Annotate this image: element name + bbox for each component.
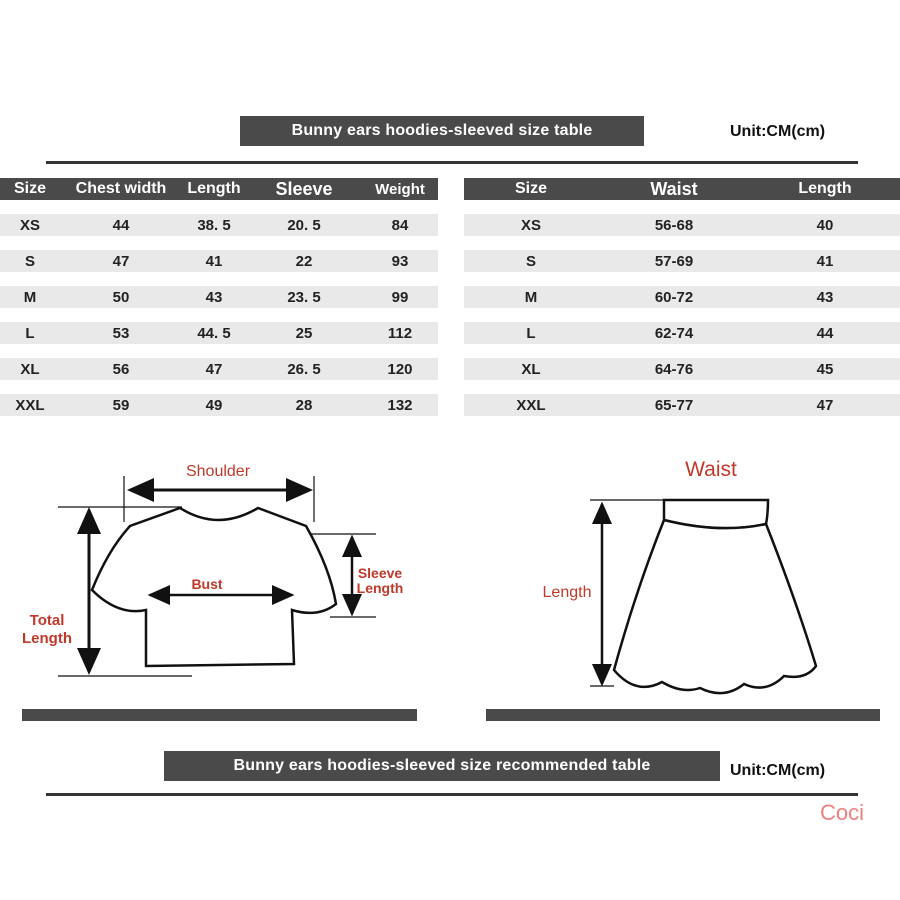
table-cell: XS	[0, 214, 60, 236]
table-cell: 57-69	[598, 250, 750, 272]
table-cell: 120	[362, 358, 438, 380]
table-cell: XL	[0, 358, 60, 380]
header-size: Size	[464, 178, 598, 200]
total-length-label-line1: Total	[29, 612, 65, 629]
table-cell: 62-74	[598, 322, 750, 344]
header-size: Size	[0, 178, 60, 200]
watermark-text: Coci	[820, 800, 865, 825]
table-cell: 47	[750, 394, 900, 416]
shoulder-label: Shoulder	[185, 463, 251, 480]
header-sleeve: Sleeve	[246, 178, 362, 200]
sleeve-length-label-line2: Length	[356, 580, 404, 596]
table-cell: M	[0, 286, 60, 308]
right-divider-bar	[486, 709, 880, 721]
table-cell: 43	[182, 286, 246, 308]
left-divider-bar	[22, 709, 417, 721]
bottom-banner-title: Bunny ears hoodies-sleeved size recommended table	[164, 751, 720, 781]
table-cell: 38. 5	[182, 214, 246, 236]
table-cell: 22	[246, 250, 362, 272]
header-length: Length	[750, 178, 900, 200]
table-cell: 50	[60, 286, 182, 308]
table-cell: 49	[182, 394, 246, 416]
table-cell: 44	[750, 322, 900, 344]
table-cell: XXL	[0, 394, 60, 416]
sleeve-length-label	[352, 566, 408, 596]
table-cell: S	[0, 250, 60, 272]
bottom-divider	[46, 793, 858, 796]
table-cell: M	[464, 286, 598, 308]
unit-label-bottom: Unit:CM(cm)	[730, 762, 826, 779]
total-length-label-line2: Length	[22, 630, 72, 647]
header-weight: Weight	[362, 178, 438, 200]
sleeve-length-label-line1: Sleeve	[357, 565, 403, 581]
table-cell: 20. 5	[246, 214, 362, 236]
skirt-length-label: Length	[542, 584, 592, 601]
table-cell: 93	[362, 250, 438, 272]
table-cell: L	[0, 322, 60, 344]
table-cell: 41	[750, 250, 900, 272]
table-cell: 99	[362, 286, 438, 308]
table-cell: 59	[60, 394, 182, 416]
waist-label: Waist	[685, 458, 737, 481]
table-cell: 56-68	[598, 214, 750, 236]
table-cell: 132	[362, 394, 438, 416]
unit-label-top: Unit:CM(cm)	[730, 123, 826, 140]
table-cell: 44. 5	[182, 322, 246, 344]
table-cell: XL	[464, 358, 598, 380]
table-cell: 53	[60, 322, 182, 344]
table-cell: 44	[60, 214, 182, 236]
table-cell: XS	[464, 214, 598, 236]
table-cell: L	[464, 322, 598, 344]
table-cell: 26. 5	[246, 358, 362, 380]
table-cell: 25	[246, 322, 362, 344]
header-waist: Waist	[598, 178, 750, 200]
header-length: Length	[182, 178, 246, 200]
table-cell: 60-72	[598, 286, 750, 308]
table-cell: 65-77	[598, 394, 750, 416]
table-cell: S	[464, 250, 598, 272]
table-cell: 41	[182, 250, 246, 272]
header-chest-width: Chest width	[60, 178, 182, 200]
bust-label: Bust	[191, 576, 223, 592]
total-length-label	[16, 612, 78, 648]
table-cell: 47	[60, 250, 182, 272]
table-cell: 45	[750, 358, 900, 380]
table-cell: 112	[362, 322, 438, 344]
table-cell: XXL	[464, 394, 598, 416]
table-cell: 56	[60, 358, 182, 380]
table-cell: 64-76	[598, 358, 750, 380]
table-cell: 28	[246, 394, 362, 416]
table-cell: 43	[750, 286, 900, 308]
table-cell: 40	[750, 214, 900, 236]
table-cell: 84	[362, 214, 438, 236]
table-cell: 23. 5	[246, 286, 362, 308]
table-cell: 47	[182, 358, 246, 380]
top-banner-title: Bunny ears hoodies-sleeved size table	[240, 116, 644, 146]
